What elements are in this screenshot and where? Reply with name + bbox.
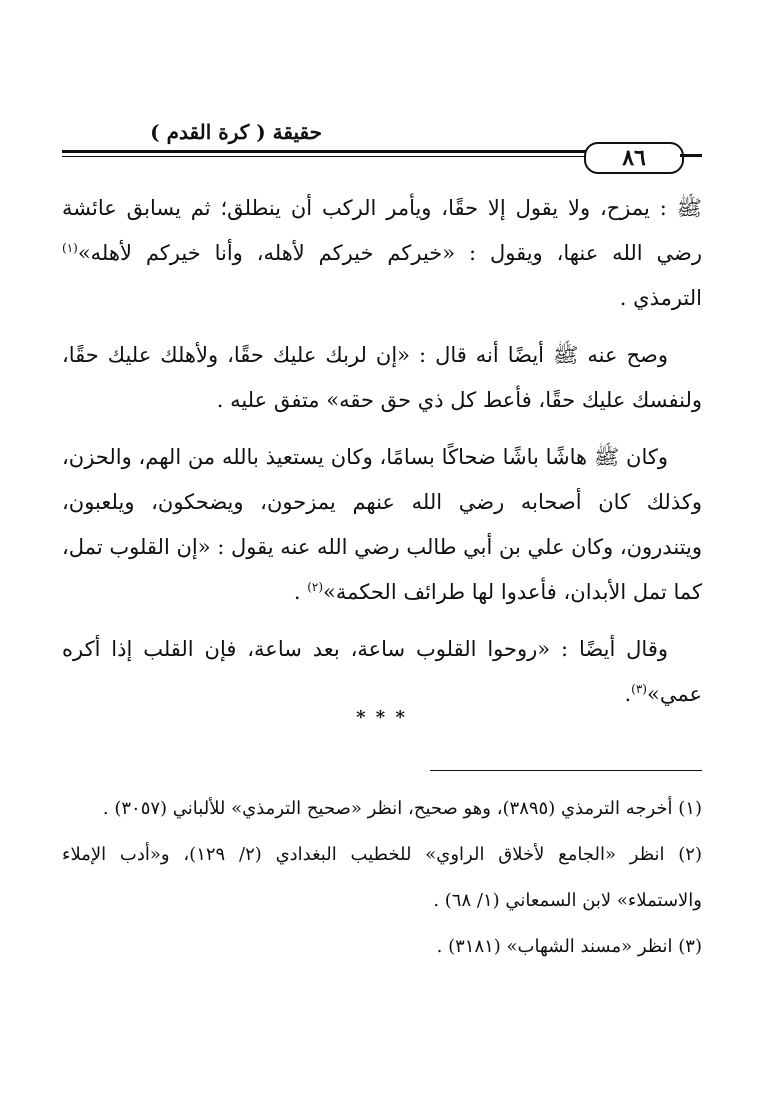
paragraph-tail: . (624, 682, 632, 706)
paragraph-text: وقال أيضًا : «روحوا القلوب ساعة، بعد ساعة، فإن القلب إذا أكره عمي» (62, 637, 702, 706)
page-number-badge (584, 142, 684, 174)
header-rule-thin (62, 156, 594, 157)
paragraph-tail: الترمذي . (619, 286, 702, 310)
page-header (62, 118, 702, 188)
footnote-rule (430, 770, 702, 771)
page-number: ٨٦ (622, 145, 646, 171)
footnote-1: (١) أخرجه الترمذي (٣٨٩٥)، وهو صحيح، انظر «صحيح الترمذي» للألباني (٣٠٥٧) . (102, 798, 702, 819)
running-title: حقيقة ( كرة القدم ) (150, 120, 322, 144)
footnote-3: (٣) انظر «مسند الشهاب» (٣١٨١) . (436, 936, 702, 957)
header-rule (62, 150, 594, 153)
footnotes (62, 786, 702, 970)
paragraph-3 (62, 435, 702, 615)
header-rule-end (680, 154, 702, 157)
main-text (62, 186, 702, 729)
footnote-ref: (١) (62, 241, 78, 255)
paragraph-tail: . (293, 580, 308, 604)
paragraph-text: ﷺ : يمزح، ولا يقول إلا حقًا، ويأمر الركب أن ينطلق؛ ثم يسابق عائشة رضي الله عنها، ويقول : «خيركم خيركم لأهله، وأنا خيركم لأهله» (62, 196, 702, 265)
footnote-ref: (٢) (307, 580, 324, 594)
paragraph-text: وكان ﷺ هاشًا باشًا ضحاكًا بسامًا، وكان يستعيذ بالله من الهم، والحزن، وكذلك كان أصحابه رضي الله عنهم يمزحون، ويضحكون، ويلعبون، ويتندرون، وكان علي بن أبي طالب رضي الله عنه يقول : «إن القلوب تمل، كما تمل الأبدان، فأعدوا لها طرائف الحكمة» (62, 445, 702, 604)
paragraph-text: وصح عنه ﷺ أيضًا أنه قال : «إن لربك عليك حقًا، ولأهلك عليك حقًا، ولنفسك عليك حقًا، فأعط كل ذي حق حقه» متفق عليه . (62, 343, 702, 412)
paragraph-2 (62, 333, 702, 423)
footnote-2: (٢) انظر «الجامع لأخلاق الراوي» للخطيب البغدادي (٢/ ١٢٩)، و«أدب الإملاء والاستملاء» لابن السمعاني (١/ ٦٨) . (62, 844, 702, 911)
paragraph-4 (62, 627, 702, 717)
paragraph-1 (62, 186, 702, 321)
footnote-ref: (٣) (631, 682, 647, 696)
section-separator: * * * (356, 707, 407, 728)
